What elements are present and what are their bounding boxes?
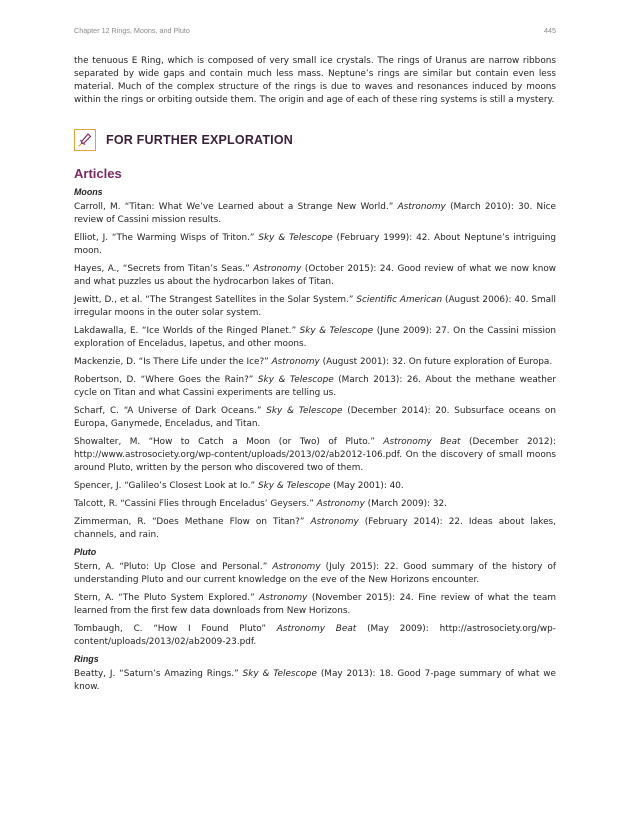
entry-publication: Astronomy (253, 264, 302, 274)
entry-citation: Tombaugh, C. “How I Found Pluto” (74, 624, 277, 634)
group-title-moons: Moons (74, 187, 103, 197)
reference-entry (74, 516, 556, 542)
entry-citation: Robertson, D. “Where Goes the Rain?” (74, 375, 258, 385)
entry-citation: Hayes, A., “Secrets from Titan’s Seas.” (74, 264, 254, 274)
group-title-rings: Rings (74, 654, 99, 664)
rocket-icon-graphic (78, 133, 92, 147)
entry-publication: Astronomy (310, 517, 359, 527)
entry-details: (November 2015): 24. Fine review of what the team learned from the first few data downloads from New Horizons. (74, 593, 556, 616)
entry-citation: Lakdawalla, E. “Ice Worlds of the Ringed Planet.” (74, 326, 300, 336)
page-number: 445 (544, 26, 556, 35)
entry-details: (March 2009): 32. (364, 499, 447, 509)
entry-details: (February 2014): 22. Ideas about lakes, channels, and rain. (74, 517, 556, 540)
running-header (74, 26, 556, 38)
entry-citation: Stern, A. “Pluto: Up Close and Personal.” (74, 562, 273, 572)
entry-citation: Beatty, J. “Saturn’s Amazing Rings.” (74, 669, 243, 679)
reference-entry (74, 623, 556, 649)
entry-details: (December 2012): http://www.astrosociety.org/wp-content/uploads/2013/02/ab2012-106.pdf. On the discovery of small moons around Pluto, written by the person who discovered two of them. (74, 437, 556, 473)
entry-details: (March 2013): 26. About the methane weather cycle on Titan and what Cassini experiments are telling us. (74, 375, 557, 398)
entry-details: (August 2001): 32. On future exploration of Europa. (319, 357, 553, 367)
reference-entry (74, 436, 556, 475)
entry-details: (October 2015): 24. Good review of what we now know and what puzzles us about the hydrocarbon lakes of Titan. (74, 264, 557, 287)
reference-entry (74, 668, 556, 694)
entry-publication: Sky & Telescope (242, 669, 317, 679)
reference-groups (74, 187, 556, 694)
entry-citation: Jewitt, D., et al. “The Strangest Satellites in the Solar System.” (74, 295, 357, 305)
entry-details: (March 2010): 30. Nice review of Cassini mission results. (74, 202, 556, 225)
intro-paragraph: the tenuous E Ring, which is composed of very small ice crystals. The rings of Uranus are narrow ribbons separated by wide gaps and contain much less mass. Neptune’s rings are similar but contain even less material. Much of the complex structure of the rings is due to waves and resonances induced by moons within the rings or orbiting outside them. The origin and age of each of these ring systems is still a mystery. (74, 56, 556, 105)
chapter-title: Chapter 12 Rings, Moons, and Pluto (74, 26, 190, 35)
reference-entry (74, 356, 556, 369)
reference-entry (74, 263, 556, 289)
entry-publication: Astronomy (272, 562, 321, 572)
entry-publication: Astronomy (316, 499, 365, 509)
reference-entry (74, 374, 556, 400)
entry-citation: Carroll, M. “Titan: What We’ve Learned about a Strange New World.” (74, 202, 398, 212)
section-title: Articles (74, 166, 122, 181)
reference-entry (74, 561, 556, 587)
group-title-pluto: Pluto (74, 547, 97, 557)
entry-details: (July 2015): 22. Good summary of the history of understanding Pluto and our current knowledge on the eve of the New Horizons encounter. (74, 562, 557, 585)
entry-publication: Sky & Telescope (258, 233, 333, 243)
entry-citation: Elliot, J. “The Warming Wisps of Triton.” (74, 233, 259, 243)
entry-publication: Astronomy Beat (383, 437, 461, 447)
feature-heading (74, 127, 556, 153)
page-content (74, 55, 556, 699)
entry-publication: Sky & Telescope (257, 375, 334, 385)
entry-details: (May 2013): 18. Good 7-page summary of what we know. (74, 669, 556, 692)
reference-entry (74, 498, 556, 511)
entry-citation: Zimmerman, R. “Does Methane Flow on Titan?” (74, 517, 311, 527)
entry-publication: Sky & Telescope (266, 406, 343, 416)
entry-citation: Scharf, C. “A Universe of Dark Oceans.” (74, 406, 267, 416)
reference-entry (74, 294, 556, 320)
entry-publication: Sky & Telescope (257, 481, 331, 491)
entry-publication: Sky & Telescope (299, 326, 374, 336)
feature-title: FOR FURTHER EXPLORATION (106, 133, 294, 147)
entry-details: (May 2009): http://astrosociety.org/wp-content/uploads/2013/02/ab2009-23.pdf. (74, 624, 556, 647)
entry-publication: Astronomy Beat (276, 624, 357, 634)
entry-citation: Mackenzie, D. “Is There Life under the Ice?” (74, 357, 272, 367)
reference-entry (74, 405, 556, 431)
rocket-icon (74, 129, 96, 151)
entry-citation: Showalter, M. “How to Catch a Moon (or Two) of Pluto.” (74, 437, 384, 447)
entry-details: (February 1999): 42. About Neptune’s intriguing moon. (74, 233, 556, 256)
reference-entry (74, 201, 556, 227)
entry-publication: Astronomy (397, 202, 446, 212)
reference-entry (74, 592, 556, 618)
entry-publication: Astronomy (259, 593, 308, 603)
reference-entry (74, 325, 556, 351)
reference-entry (74, 480, 556, 493)
entry-citation: Talcott, R. “Cassini Flies through Enceladus’ Geysers.” (74, 499, 317, 509)
entry-details: (August 2006): 40. Small irregular moons in the outer solar system. (74, 295, 556, 318)
entry-publication: Astronomy (271, 357, 320, 367)
entry-details: (December 2014): 20. Subsurface oceans on Europa, Ganymede, Enceladus, and Titan. (74, 406, 556, 429)
entry-citation: Stern, A. “The Pluto System Explored.” (74, 593, 260, 603)
entry-publication: Scientific American (356, 295, 443, 305)
entry-citation: Spencer, J. “Galileo’s Closest Look at Io.” (74, 481, 258, 491)
entry-details: (June 2009): 27. On the Cassini mission exploration of Enceladus, Iapetus, and other moons. (74, 326, 556, 349)
reference-entry (74, 232, 556, 258)
entry-details: (May 2001): 40. (330, 481, 404, 491)
